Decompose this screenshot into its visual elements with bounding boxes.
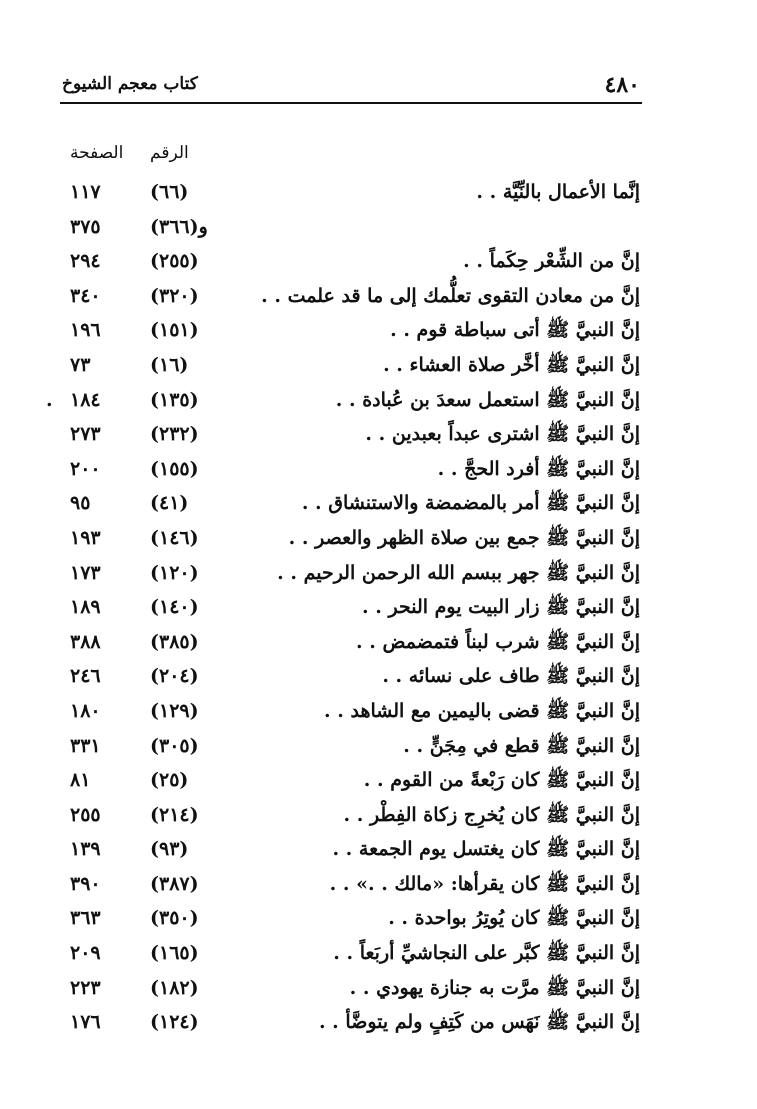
number-column-label: الرقم: [150, 143, 189, 163]
page-header: [60, 72, 642, 104]
index-entry: [0, 763, 757, 798]
entry-number: (٢٥): [150, 769, 189, 792]
stray-mark: .: [46, 388, 53, 411]
entry-text: إنَّ النبيَّ ﷺ كان يغتسل يوم الجمعة . .: [332, 838, 640, 861]
entry-text: إنَّ من الشِّعْر حِكَماً . .: [463, 250, 640, 273]
index-list: [0, 175, 757, 1040]
entry-page: ٣٧٥: [70, 215, 101, 238]
entry-page: ١٨٠: [70, 699, 101, 722]
entry-number: (٣٢٠): [150, 284, 199, 307]
entry-text: إنَّ النبيَّ ﷺ كان رَبْعةً من القوم . .: [363, 769, 640, 792]
index-entry: [0, 521, 757, 556]
entry-number: (٣٥٠): [150, 907, 199, 930]
index-entry: [0, 590, 757, 625]
entry-number: (١٥٥): [150, 457, 199, 480]
index-entry: [0, 936, 757, 971]
entry-page: ٢٥٥: [70, 803, 101, 826]
index-entry: [0, 659, 757, 694]
index-entry: [0, 417, 757, 452]
entry-text: إنَّ النبيَّ ﷺ مرَّت به جنازة يهودي . .: [349, 976, 640, 999]
entry-page: ٣٤٠: [70, 284, 101, 307]
entry-number: (٢٣٢): [150, 423, 199, 446]
entry-page: ٣٨٨: [70, 630, 101, 653]
index-entry: [0, 348, 757, 383]
entry-page: ١٨٤: [70, 388, 101, 411]
entry-text: إنَّ النبيَّ ﷺ قطع في مِجَنٍّ . .: [403, 734, 640, 757]
entry-text: إنَّ من معادن التقوى تعلُّمك إلى ما قد علمت . .: [261, 284, 640, 307]
entry-number: (١٤٦): [150, 526, 199, 549]
entry-number: (٤١): [150, 492, 189, 515]
entry-text: إنَّ النبيَّ ﷺ زار البيت يوم النحر . .: [362, 596, 640, 619]
entry-page: ١٨٩: [70, 596, 101, 619]
index-entry: [0, 729, 757, 764]
entry-text: إنَّ النبيَّ ﷺ أتى سباطة قوم . .: [390, 319, 640, 342]
entry-page: ٢٢٣: [70, 976, 101, 999]
index-entry: [0, 486, 757, 521]
entry-number: (١٣٥): [150, 388, 199, 411]
index-entry: [0, 694, 757, 729]
entry-number: (١٢٠): [150, 561, 199, 584]
entry-page: ٢٤٦: [70, 665, 101, 688]
entry-number: و(٣٦٦): [150, 215, 208, 238]
index-entry: [0, 279, 757, 314]
index-entry: [0, 383, 757, 418]
entry-page: ٣٩٠: [70, 872, 101, 895]
entry-number: (١٦): [150, 353, 189, 376]
entry-page: ٢٧٣: [70, 423, 101, 446]
entry-text: إنَّ النبيَّ ﷺ قضى باليمين مع الشاهد . .: [324, 699, 640, 722]
entry-page: ٨١: [70, 769, 91, 792]
entry-page: ١١٧: [70, 181, 101, 203]
entry-page: ٣٣١: [70, 734, 101, 757]
entry-text: إنَّ النبيَّ ﷺ شرب لبناً فتمضمض . .: [356, 630, 640, 653]
entry-text: إنَّما الأعمال بالنِّيَّة . .: [476, 181, 640, 203]
index-entry: [0, 625, 757, 660]
entry-page: ٢٠٠: [70, 457, 101, 480]
entry-text: إنَّ النبيَّ ﷺ اشترى عبداً بعبدين . .: [365, 423, 640, 446]
entry-text: إنَّ النبيَّ ﷺ كبَّر على النجاشيِّ أربَعاً . .: [333, 942, 640, 965]
index-entry: [0, 313, 757, 348]
entry-number: (٣٨٥): [150, 630, 199, 653]
index-entry: [0, 244, 757, 279]
entry-number: (٩٣): [150, 838, 189, 861]
book-title: كتاب معجم الشيوخ: [62, 74, 198, 94]
page-number: ٤٨٠: [604, 72, 640, 98]
index-entry: [0, 798, 757, 833]
entry-text: إنَّ النبيَّ ﷺ نَهَس من كَتِفٍ ولم يتوضَّأ . .: [318, 1011, 640, 1034]
entry-page: ١٧٣: [70, 561, 101, 584]
entry-number: (٣٠٥): [150, 734, 199, 757]
entry-number: (٢١٤): [150, 803, 199, 826]
entry-number: (٢٥٥): [150, 250, 199, 273]
entry-number: (١٦٥): [150, 942, 199, 965]
index-entry: [0, 971, 757, 1006]
entry-text: إنَّ النبيَّ ﷺ استعمل سعدَ بن عُبادة . .: [335, 388, 640, 411]
entry-page: ١٧٦: [70, 1011, 101, 1034]
entry-number: (٦٦): [150, 181, 189, 203]
entry-number: (١٢٩): [150, 699, 199, 722]
entry-page: ٢٩٤: [70, 250, 101, 273]
entry-number: (٢٠٤): [150, 665, 199, 688]
index-entry: [0, 452, 757, 487]
entry-number: (١٥١): [150, 319, 199, 342]
entry-page: ٧٣: [70, 353, 91, 376]
entry-number: (١٢٤): [150, 1011, 199, 1034]
entry-text: إنَّ النبيَّ ﷺ أخَّر صلاة العشاء . .: [383, 353, 640, 376]
entry-number: (١٨٢): [150, 976, 199, 999]
page-column-label: الصفحة: [70, 143, 124, 163]
entry-text: إنَّ النبيَّ ﷺ كان يُوتِرُ بواحدة . .: [388, 907, 640, 930]
entry-text: إنَّ النبيَّ ﷺ طاف على نسائه . .: [382, 665, 640, 688]
index-entry: [0, 867, 757, 902]
index-entry: [0, 210, 757, 245]
entry-page: ٣٦٣: [70, 907, 101, 930]
entry-page: ٢٠٩: [70, 942, 101, 965]
entry-text: إنَّ النبيَّ ﷺ كان يقرأها: «مالك . .» . .: [329, 872, 640, 895]
entry-text: إنَّ النبيَّ ﷺ أفرد الحجَّ . .: [437, 457, 640, 480]
index-entry: [0, 1005, 757, 1040]
index-entry: [0, 556, 757, 591]
column-headings: [70, 143, 210, 169]
index-entry: [0, 175, 757, 210]
entry-page: ١٩٦: [70, 319, 101, 342]
entry-text: إنَّ النبيَّ ﷺ كان يُخرِج زكاة الفِطْر . .: [343, 803, 640, 826]
index-entry: [0, 901, 757, 936]
entry-text: إنَّ النبيَّ ﷺ أمر بالمضمضة والاستنشاق . .: [301, 492, 640, 515]
index-entry: [0, 832, 757, 867]
entry-page: ١٣٩: [70, 838, 101, 861]
entry-page: ٩٥: [70, 492, 91, 515]
entry-page: ١٩٣: [70, 526, 101, 549]
entry-text: إنَّ النبيَّ ﷺ جمع بين صلاة الظهر والعصر . .: [288, 526, 640, 549]
entry-text: إنَّ النبيَّ ﷺ جهر ببسم الله الرحمن الرحيم . .: [277, 561, 640, 584]
entry-number: (١٤٠): [150, 596, 199, 619]
entry-number: (٣٨٧): [150, 872, 199, 895]
